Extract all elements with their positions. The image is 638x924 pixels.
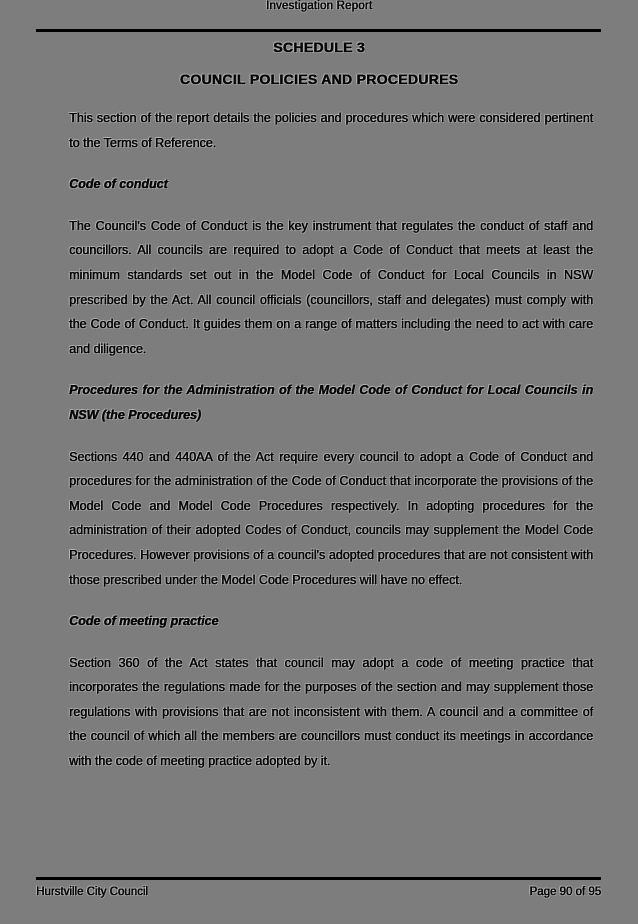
paragraph-code-of-meeting-practice: Section 360 of the Act states that council may adopt a code of meeting practice that incorporates the regulations made for the purposes of the section and may supplement those regulations with provisions that are not inconsistent with them. A council and a committee of the council of which all the members are councillors must conduct its meetings in accordance with the code of meeting practice adopted by it. [69,655,593,769]
header-rule [36,29,601,32]
footer-organisation: Hurstville City Council [36,886,148,898]
document-body [69,106,593,791]
running-header-title: Investigation Report [265,0,373,12]
section-heading-procedures: Procedures for the Administration of the Model Code of Conduct for Local Councils in NSW (the Procedures) [69,383,593,422]
schedule-heading: SCHEDULE 3 [273,39,365,55]
page-title: COUNCIL POLICIES AND PROCEDURES [179,71,459,87]
intro-paragraph: This section of the report details the policies and procedures which were considered pertinent to the Terms of Reference. [69,111,593,150]
footer-page-number: Page 90 of 95 [529,886,601,898]
paragraph-code-of-conduct: The Council's Code of Conduct is the key instrument that regulates the conduct of staff and councillors. All councils are required to adopt a Code of Conduct that meets at least the minimum standards set out in the Model Code of Conduct for Local Councils in NSW prescribed by the Act. All council officials (councillors, staff and delegates) must comply with the Code of Conduct. It guides them on a range of matters including the need to act with care and diligence. [69,218,593,356]
paragraph-procedures: Sections 440 and 440AA of the Act require every council to adopt a Code of Conduct and procedures for the administration of the Code of Conduct that incorporate the provisions of the Model Code and Model Code Procedures respectively. In adopting procedures for the administration of their adopted Codes of Conduct, councils may supplement the Model Code Procedures. However provisions of a council's adopted procedures that are not consistent with those prescribed under the Model Code Procedures will have no effect. [69,449,593,587]
section-heading-code-of-meeting-practice: Code of meeting practice [69,614,219,629]
footer-rule [36,877,601,880]
section-heading-code-of-conduct: Code of conduct [69,177,168,192]
